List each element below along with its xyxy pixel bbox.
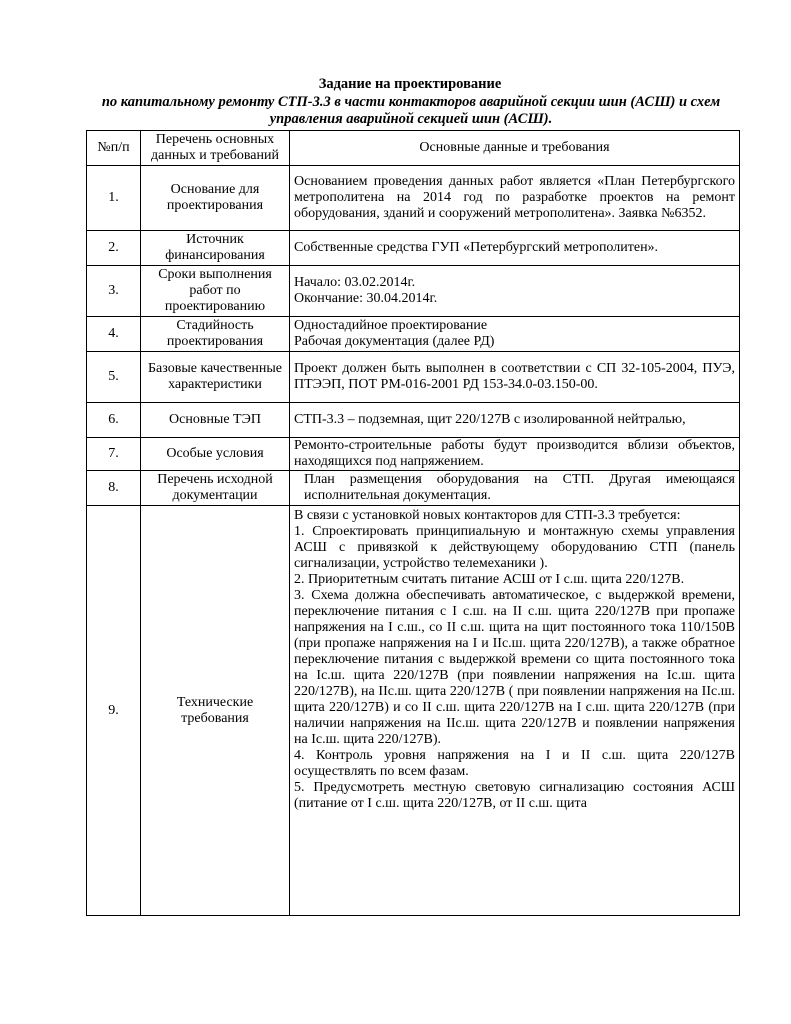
row-number: 3. [87,266,141,317]
row-content [290,403,740,438]
row-label: Стадийность проектирования [141,317,290,352]
row-number: 2. [87,231,141,266]
header-data: Основные данные и требования [290,131,740,166]
table-header-row [87,131,740,166]
row-number: 7. [87,438,141,471]
row-label: Технические требования [141,506,290,916]
row-content [290,231,740,266]
table-row [87,506,740,916]
table-row [87,231,740,266]
row-number: 9. [87,506,141,916]
row-content [290,471,740,506]
row-number: 5. [87,352,141,403]
row-number: 4. [87,317,141,352]
table-row [87,403,740,438]
requirements-table [86,130,740,916]
row-content [290,506,740,916]
row-label: Базовые качественные характеристики [141,352,290,403]
header-num: №п/п [87,131,141,166]
row-label: Сроки выполнения работ по проектированию [141,266,290,317]
row-content-line: В связи с установкой новых контакторов для СТП-3.3 требуется: [294,508,681,523]
row-label: Источник финансирования [141,231,290,266]
row-content-line: План размещения оборудования на СТП. Другая имеющаяся исполнительная документация. [304,472,735,503]
row-label: Особые условия [141,438,290,471]
table-row [87,471,740,506]
row-content-line: Начало: 03.02.2014г. [294,275,416,290]
header-list: Перечень основных данных и требований [141,131,290,166]
table-row [87,317,740,352]
table-row [87,352,740,403]
document-title: Задание на проектирование [318,76,502,92]
document-subtitle: по капитальному ремонту СТП-3.3 в части контакторов аварийной секции шин (АСШ) и схем управления аварийной секцией шин (АСШ). [101,94,721,127]
row-label: Основные ТЭП [141,403,290,438]
row-content-line: Рабочая документация (далее РД) [294,334,495,349]
row-content [290,266,740,317]
row-content-line: Окончание: 30.04.2014г. [294,291,438,306]
row-content-line: 4. Контроль уровня напряжения на I и II с.ш. щита 220/127В осуществлять по всем фазам. [294,748,735,779]
row-number: 6. [87,403,141,438]
row-content-line: 3. Схема должна обеспечивать автоматическое, с выдержкой времени, переключение питания с I с.ш. на II с.ш. щита 220/127В при пропаже напряжения на I с.ш., со II с.ш. щита на щит постоянного тока 110/150В (при пропаже напряжения на I и IIс.ш. щита 220/127В), а также обратное переключение питания с выдержкой времени со щита постоянного тока на Iс.ш. щита 220/127В (при появлении напряжения на Iс.ш. щита 220/127В), на IIс.ш. щита 220/127В ( при появлении напряжения на IIс.ш. щита 220/127В) и со II с.ш. щита 220/127В на I с.ш. щита 220/127В (при наличии напряжения на IIс.ш. щита 220/127В и появлении напряжения на Iс.ш. щита 220/127В). [294,588,735,747]
row-content-line: Проект должен быть выполнен в соответствии с СП 32-105-2004, ПУЭ, ПТЭЭП, ПОТ РМ-016-2001 РД 153-34.0-03.150-00. [294,361,735,392]
table-row [87,438,740,471]
row-content-line: Собственные средства ГУП «Петербургский метрополитен». [294,240,659,255]
row-content [290,317,740,352]
row-label: Перечень исходной документации [141,471,290,506]
row-content-line: 2. Приоритетным считать питание АСШ от I с.ш. щита 220/127В. [294,572,685,587]
table-row [87,266,740,317]
row-content-line: Одностадийное проектирование [294,318,488,333]
row-content-line: Основанием проведения данных работ является «План Петербургского метрополитена на 2014 год по разработке проектов на ремонт оборудования, зданий и сооружений метрополитена». Заявка №6352. [294,174,735,221]
row-content [290,438,740,471]
row-content [290,166,740,231]
row-content-line: СТП-3.3 – подземная, щит 220/127В с изолированной нейтралью, [294,412,686,427]
row-number: 1. [87,166,141,231]
row-content [290,352,740,403]
row-content-line: 1. Спроектировать принципиальную и монтажную схемы управления АСШ с привязкой к действующему оборудованию СТП (панель сигнализации, устройство телемеханики ). [294,524,735,571]
row-label: Основание для проектирования [141,166,290,231]
row-content-line: Ремонто-строительные работы будут производится вблизи объектов, находящихся под напряжением. [294,438,735,469]
row-content-line: 5. Предусмотреть местную световую сигнализацию состояния АСШ (питание от I с.ш. щита 220/127В, от II с.ш. щита [294,780,735,811]
table-row [87,166,740,231]
row-number: 8. [87,471,141,506]
